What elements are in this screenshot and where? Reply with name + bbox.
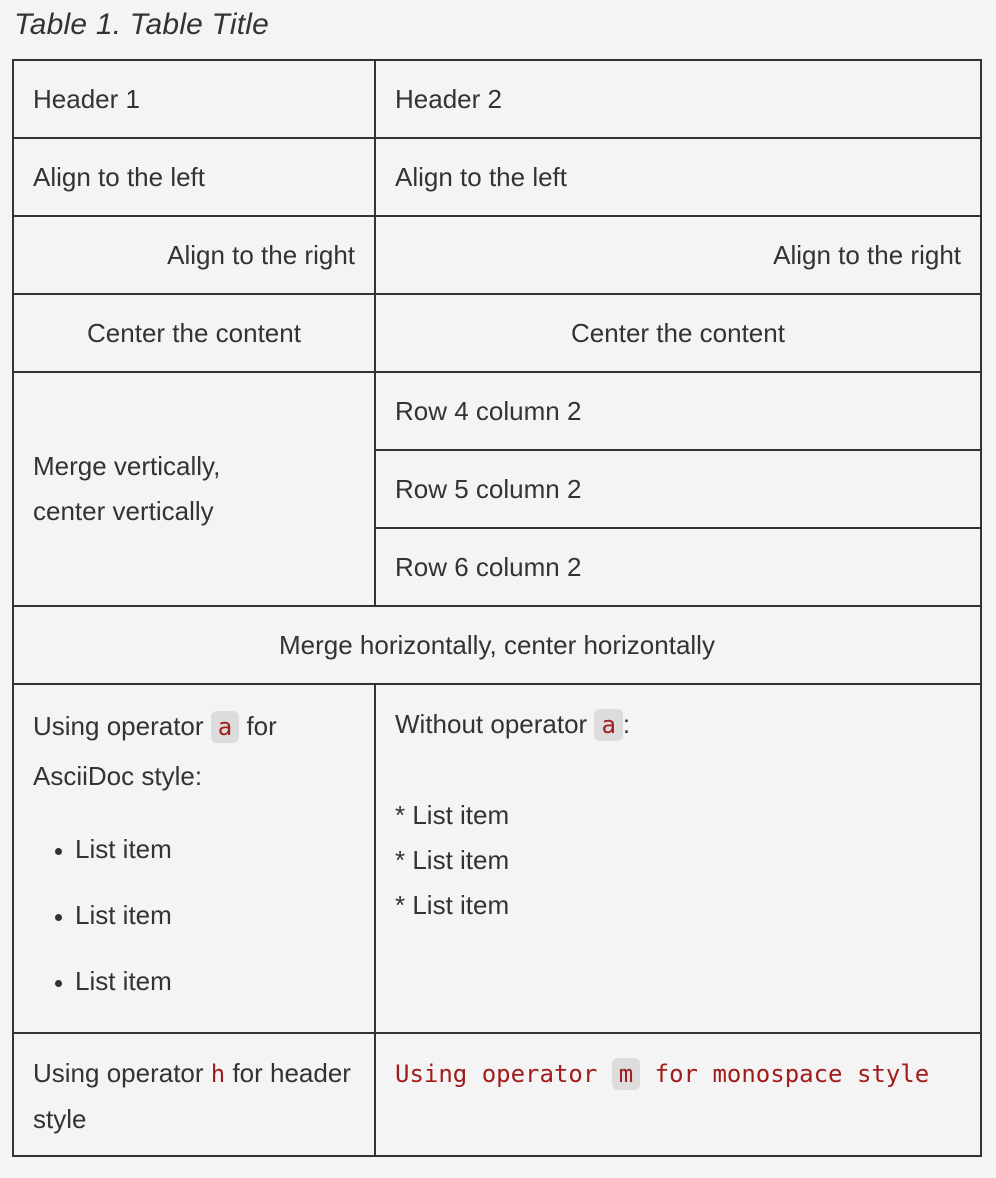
cell-operator-a bbox=[13, 684, 375, 1033]
merged-vertical-line-1: Merge vertically, bbox=[33, 451, 221, 481]
merged-vertical-line-2: center vertically bbox=[33, 496, 214, 526]
header-row bbox=[13, 60, 981, 138]
list-item: • List item bbox=[75, 959, 355, 1004]
cell-center-1: Center the content bbox=[13, 294, 375, 372]
list-item: • List item bbox=[75, 827, 355, 872]
operator-h-suffix: for header style bbox=[33, 1058, 351, 1134]
without-a-prefix: Without operator bbox=[395, 709, 595, 739]
cell-right-1: Align to the right bbox=[13, 216, 375, 294]
cell-without-operator-a bbox=[375, 684, 981, 1033]
operator-h-prefix: Using operator bbox=[33, 1058, 211, 1088]
cell-row6-col2: Row 6 column 2 bbox=[375, 528, 981, 606]
table-row bbox=[13, 606, 981, 684]
operator-m-suffix: for monospace style bbox=[640, 1060, 930, 1088]
operator-m-prefix: Using operator bbox=[395, 1060, 612, 1088]
without-a-code: a bbox=[594, 709, 622, 741]
table-row bbox=[13, 138, 981, 216]
operator-a-prefix: Using operator bbox=[33, 711, 211, 741]
without-a-suffix: : bbox=[622, 709, 631, 739]
asciidoc-list bbox=[33, 827, 355, 1004]
data-table bbox=[12, 59, 982, 1157]
header-1: Header 1 bbox=[13, 60, 375, 138]
operator-a-intro bbox=[33, 702, 355, 801]
table-row bbox=[13, 1033, 981, 1156]
header-2: Header 2 bbox=[375, 60, 981, 138]
cell-operator-h bbox=[13, 1033, 375, 1156]
cell-center-2: Center the content bbox=[375, 294, 981, 372]
cell-left-1: Align to the left bbox=[13, 138, 375, 216]
plain-list-line: * List item bbox=[395, 845, 510, 875]
cell-left-2: Align to the left bbox=[375, 138, 981, 216]
table-row bbox=[13, 684, 981, 1033]
cell-row5-col2: Row 5 column 2 bbox=[375, 450, 981, 528]
list-item: • List item bbox=[75, 893, 355, 938]
cell-merged-vertical bbox=[13, 372, 375, 606]
table-row bbox=[13, 294, 981, 372]
table-caption: Table 1. Table Title bbox=[14, 8, 270, 41]
operator-m-code: m bbox=[612, 1058, 640, 1090]
cell-row4-col2: Row 4 column 2 bbox=[375, 372, 981, 450]
table-row bbox=[13, 372, 981, 450]
without-a-intro bbox=[395, 702, 961, 748]
cell-merged-horizontal: Merge horizontally, center horizontally bbox=[13, 606, 981, 684]
plain-list-line: * List item bbox=[395, 800, 510, 830]
operator-a-code: a bbox=[211, 711, 239, 743]
plain-list-line: * List item bbox=[395, 890, 510, 920]
operator-h-code: h bbox=[210, 1060, 226, 1088]
cell-operator-m bbox=[375, 1033, 981, 1156]
plain-list bbox=[395, 793, 961, 928]
cell-right-2: Align to the right bbox=[375, 216, 981, 294]
table-row bbox=[13, 216, 981, 294]
operator-a-suffix: for AsciiDoc style: bbox=[33, 711, 277, 791]
